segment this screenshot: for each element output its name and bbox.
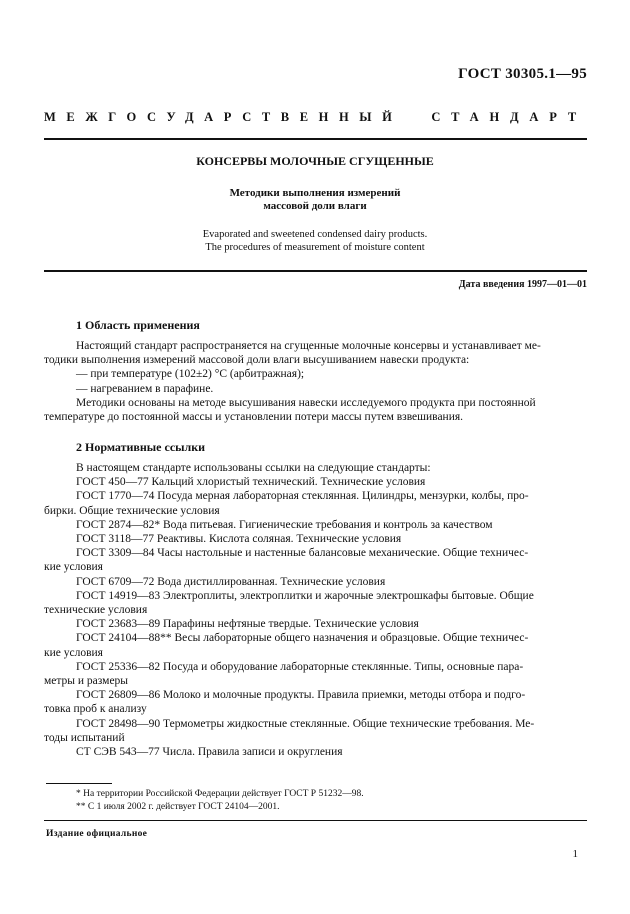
text-line: ГОСТ 14919—83 Электроплиты, электроплитки и жарочные электрошкафы бытовые. Общие xyxy=(76,589,534,602)
standard-type-banner xyxy=(44,110,587,125)
text-line: — нагреванием в парафине. xyxy=(76,382,214,395)
text-line: ГОСТ 25336—82 Посуда и оборудование лабораторные стеклянные. Типы, основные пара- xyxy=(76,660,524,673)
text-line: ГОСТ 23683—89 Парафины нефтяные твердые. Технические условия xyxy=(76,618,419,631)
text-line: кие условия xyxy=(44,646,103,659)
text-line: тодики выполнения измерений массовой доли влаги высушиванием навески продукта: xyxy=(44,354,470,367)
text-line: температуре до постоянной массы и установлении потери массы путем взвешивания. xyxy=(44,411,464,424)
official-edition-label: Издание официальное xyxy=(46,829,148,839)
footnote-2: ** С 1 июля 2002 г. действует ГОСТ 24104—2001. xyxy=(76,802,280,812)
text-line: Настоящий стандарт распространяется на сгущенные молочные консервы и устанавливает ме- xyxy=(76,340,541,352)
section-1-heading: 1 Область применения xyxy=(76,318,200,332)
text-line: кие условия xyxy=(44,561,103,574)
section-2-heading: 2 Нормативные ссылки xyxy=(76,440,206,454)
footer-rule xyxy=(44,820,587,821)
page-number: 1 xyxy=(572,848,578,860)
subtitle-line-2: массовой доли влаги xyxy=(263,200,367,212)
text-line: ГОСТ 1770—74 Посуда мерная лабораторная стеклянная. Цилиндры, мензурки, колбы, про- xyxy=(76,490,529,503)
text-line: ГОСТ 450—77 Кальций хлористый технический. Технические условия xyxy=(76,476,426,489)
document-title: КОНСЕРВЫ МОЛОЧНЫЕ СГУЩЕННЫЕ xyxy=(196,154,434,168)
top-rule xyxy=(44,138,587,140)
english-title-line-2: The procedures of measurement of moisture content xyxy=(205,242,425,253)
english-title-line-1: Evaporated and sweetened condensed dairy products. xyxy=(202,229,428,240)
title-rule xyxy=(44,270,587,272)
section-1-body xyxy=(44,339,587,424)
subtitle-line-1: Методики выполнения измерений xyxy=(229,187,401,199)
text-line: ГОСТ 3118—77 Реактивы. Кислота соляная. Технические условия xyxy=(76,533,402,546)
text-line: ГОСТ 6709—72 Вода дистиллированная. Технические условия xyxy=(76,575,386,588)
footnote-1: * На территории Российской Федерации действует ГОСТ Р 51232—98. xyxy=(76,789,364,799)
standard-word-standard: СТАНДАРТ xyxy=(431,110,587,124)
text-line: ГОСТ 3309—84 Часы настольные и настенные балансовые механические. Общие техничес- xyxy=(76,547,529,560)
text-line: ГОСТ 24104—88** Весы лабораторные общего назначения и образцовые. Общие техничес- xyxy=(76,632,529,645)
text-line: — при температуре (102±2) °С (арбитражная); xyxy=(76,368,305,381)
document-code: ГОСТ 30305.1—95 xyxy=(458,66,587,82)
text-line: товка проб к анализу xyxy=(44,703,147,716)
section-2-body xyxy=(44,461,587,759)
standard-word-interstate: МЕЖГОСУДАРСТВЕННЫЙ xyxy=(44,110,403,124)
text-line: СТ СЭВ 543—77 Числа. Правила записи и округления xyxy=(76,746,343,759)
text-line: Методики основаны на методе высушивания навески исследуемого продукта при постоянной xyxy=(76,396,536,409)
text-line: тоды испытаний xyxy=(44,731,125,744)
introduction-date: Дата введения 1997—01—01 xyxy=(458,279,587,290)
text-line: бирки. Общие технические условия xyxy=(44,504,220,517)
text-line: метры и размеры xyxy=(44,675,129,688)
text-line: В настоящем стандарте использованы ссылки на следующие стандарты: xyxy=(76,462,431,474)
english-title xyxy=(0,228,630,254)
document-subtitle xyxy=(0,187,630,213)
text-line: ГОСТ 26809—86 Молоко и молочные продукты. Правила приемки, методы отбора и подго- xyxy=(76,689,526,702)
text-line: технические условия xyxy=(44,604,148,617)
footnote-rule xyxy=(46,783,112,784)
text-line: ГОСТ 28498—90 Термометры жидкостные стеклянные. Общие технические требования. Ме- xyxy=(76,717,535,730)
text-line: ГОСТ 2874—82* Вода питьевая. Гигиенические требования и контроль за качеством xyxy=(76,518,493,531)
